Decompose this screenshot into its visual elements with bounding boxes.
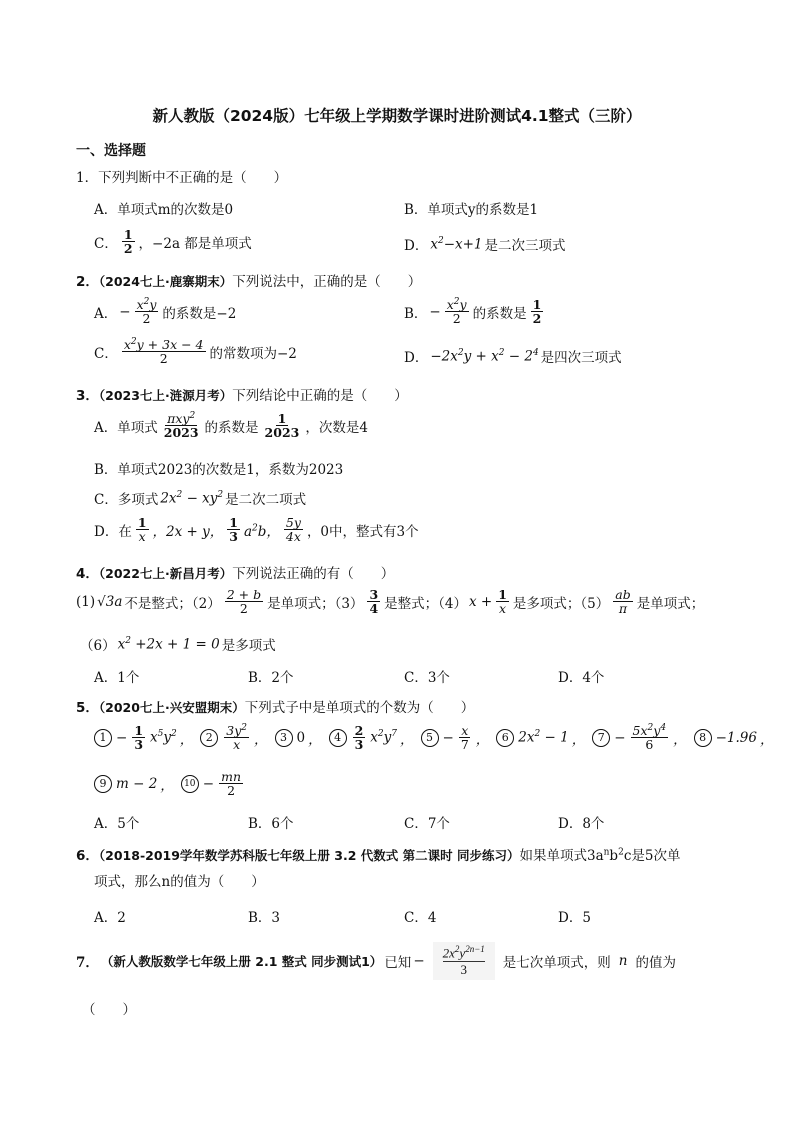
fraction: $\frac{x^2y}{2}$ — [446, 297, 467, 327]
q3-option-c[interactable] — [94, 488, 306, 508]
option-label: A． — [94, 305, 118, 322]
option-text: 的系数是 — [204, 419, 259, 436]
circled-number-7: 7 — [592, 729, 610, 747]
q6-option-c[interactable]: C．4 — [404, 910, 437, 926]
fraction: $\frac{1}{2023}$ — [264, 411, 300, 441]
fraction: $\frac{1}{x}$ — [137, 515, 147, 545]
q1-option-a[interactable]: A．单项式m的次数是0 — [94, 202, 234, 218]
option-text: 的系数是 — [472, 305, 527, 322]
question-7-answer-paren: （ ） — [82, 1002, 136, 1018]
q2-option-d[interactable] — [404, 346, 622, 366]
option-text: 的常数项为−2 — [209, 345, 297, 362]
fraction: $\frac{3y^2}{x}$ — [226, 723, 247, 753]
q3-option-a[interactable] — [94, 412, 368, 439]
circled-number-4: 4 — [329, 729, 347, 747]
option-label: D． — [404, 350, 429, 366]
option-text: ，−2a 都是单项式 — [138, 235, 252, 252]
math-expression: $2x^2 - xy^2$ — [160, 489, 224, 507]
question-2-stem: 2．（2024七上·鹿寨期末）下列说法中，正确的是（ ） — [76, 274, 422, 290]
option-text: 的系数是−2 — [162, 305, 237, 322]
option-text: 是四次三项式 — [540, 350, 622, 366]
math-expression: $x^2 +2x + 1 = 0$ — [117, 635, 220, 653]
statement-text: 是单项式；（3） — [267, 595, 364, 612]
q1-option-c[interactable] — [94, 228, 252, 255]
option-label: C． — [94, 345, 118, 362]
question-6-stem: 6．（2018-2019学年数学苏科版七年级上册 3.2 代数式 第二课时 同步练习）如果单项式$3a^nb^2c$是5次单 — [76, 847, 681, 864]
q6-option-a[interactable]: A．2 — [94, 910, 126, 926]
option-text: A．单项式 — [94, 419, 158, 436]
statement-text: 不是整式；（2） — [124, 595, 221, 612]
math-expression: $x^2-x+1$ — [430, 235, 483, 253]
q4-option-b[interactable]: B．2个 — [248, 670, 294, 686]
question-7-stem: 7． （新人教版数学七年级上册 2.1 整式 同步测试1） 已知 − $\frac{2x^2y^{2n-1}}{3}$ 是七次单项式，则 n 的值为 — [76, 942, 676, 980]
q6-option-b[interactable]: B．3 — [248, 910, 281, 926]
circled-number-6: 6 — [496, 729, 514, 747]
option-text: ，0中，整式有3个 — [306, 523, 419, 540]
option-text: ，次数是4 — [305, 419, 368, 436]
circled-number-2: 2 — [200, 729, 218, 747]
statement-text: （6） — [80, 638, 116, 654]
question-5-stem: 5．（2020七上·兴安盟期末）下列式子中是单项式的个数为（ ） — [76, 700, 475, 716]
fraction: $\frac{2}{3}$ — [354, 723, 364, 753]
fraction: $\frac{1}{x}$ — [498, 587, 507, 617]
q1-option-b[interactable]: B．单项式y的系数是1 — [404, 202, 539, 218]
fraction: $\frac{1}{3}$ — [229, 515, 238, 545]
q4-statements-line-1: (1) √3a 不是整式；（2） $\frac{2 + b}{2}$ 是单项式；（3） $\frac{3}{4}$ 是整式；（4） x + $\frac{1}{x}$ 是多项式；（5） $\frac{ab}{\pi}$ 是单项式； — [76, 587, 705, 617]
math-expression: $-2x^2y + x^2 - 2^4$ — [430, 347, 539, 365]
fraction: $\frac{x^2y + 3x - 4}{2}$ — [123, 337, 204, 367]
option-text: 是二次三项式 — [484, 238, 566, 254]
option-text: C．多项式 — [94, 492, 159, 508]
q5-expressions-line-2: 9 m − 2 ， 10 − $\frac{mn}{2}$ — [94, 770, 245, 797]
fraction: $\frac{1}{2}$ — [123, 227, 133, 257]
option-text: D．在 — [94, 523, 132, 540]
fraction: $\frac{x}{7}$ — [460, 723, 469, 753]
fraction: $\frac{1}{2}$ — [532, 297, 542, 327]
question-4-stem: 4．（2022七上·新昌月考）下列说法正确的有（ ） — [76, 566, 395, 582]
page-title: 新人教版（2024版）七年级上学期数学课时进阶测试4.1整式（三阶） — [152, 107, 642, 125]
fraction: $\frac{2 + b}{2}$ — [226, 587, 262, 617]
fraction: $\frac{5x^2y^4}{6}$ — [632, 723, 667, 753]
q4-option-a[interactable]: A．1个 — [94, 670, 140, 686]
q6-option-d[interactable]: D．5 — [558, 910, 591, 926]
option-label: D． — [404, 238, 429, 254]
q2-option-b[interactable]: B． − $\frac{x^2y}{2}$ 的系数是 $\frac{1}{2}$ — [404, 297, 542, 327]
fraction: $\frac{3}{4}$ — [369, 587, 379, 617]
q4-statements-line-2 — [80, 634, 276, 654]
circled-number-1: 1 — [94, 729, 112, 747]
statement-text: 是单项式； — [636, 595, 705, 612]
fraction: $\frac{\pi xy^2}{2023}$ — [163, 411, 199, 441]
question-1-stem: 1．下列判断中不正确的是（ ） — [76, 170, 288, 186]
section-heading: 一、选择题 — [76, 143, 146, 159]
circled-number-5: 5 — [421, 729, 439, 747]
q5-expressions-line-1: 1 − $\frac{1}{3}$ $x^5y^2$ ， 2 $\frac{3y^2}{x}$ ， 3 0 ， 4 $\frac{2}{3}$ $x^2y^7$ ， 5 − $\frac{x}{7}$ ， 6 $2x^2 - 1$ ， 7 − $\frac{5x^2y^4}{6}$ ， 8 −1.96 ， — [94, 724, 773, 751]
fraction: $\frac{x^2y}{2}$ — [136, 297, 157, 327]
option-label: B． — [404, 305, 428, 322]
q5-option-a[interactable]: A．5个 — [94, 816, 140, 832]
q5-option-d[interactable]: D．8个 — [558, 816, 605, 832]
circled-number-9: 9 — [94, 775, 112, 793]
q2-option-c[interactable] — [94, 338, 297, 365]
circled-number-10: 10 — [181, 775, 199, 793]
fraction: $\frac{ab}{\pi}$ — [615, 587, 631, 617]
q4-option-d[interactable]: D．4个 — [558, 670, 605, 686]
option-label: C． — [94, 235, 118, 252]
statement-text: 是多项式 — [221, 638, 276, 654]
option-text: 是二次二项式 — [225, 492, 307, 508]
statement-text: 是多项式；（5） — [512, 595, 610, 612]
q2-option-a[interactable]: A． − $\frac{x^2y}{2}$ 的系数是−2 — [94, 297, 237, 327]
circled-number-8: 8 — [694, 729, 712, 747]
fraction: $\frac{5y}{4x}$ — [285, 515, 301, 545]
q1-option-d[interactable] — [404, 234, 566, 254]
q5-option-b[interactable]: B．6个 — [248, 816, 294, 832]
question-6-stem-cont: 项式，那么n的值为（ ） — [94, 874, 265, 890]
q5-option-c[interactable]: C．7个 — [404, 816, 450, 832]
q3-option-d[interactable]: D．在 $\frac{1}{x}$ ，2x + y， $\frac{1}{3}$ $a^2b$， $\frac{5y}{4x}$ ，0中，整式有3个 — [94, 515, 419, 545]
question-3-stem: 3．（2023七上·涟源月考）下列结论中正确的是（ ） — [76, 388, 408, 404]
fraction: $\frac{mn}{2}$ — [221, 769, 242, 799]
q3-option-b[interactable]: B．单项式2023的次数是1，系数为2023 — [94, 462, 344, 478]
statement-text: 是整式；（4） — [384, 595, 467, 612]
fraction: $\frac{1}{3}$ — [134, 723, 144, 753]
circled-number-3: 3 — [275, 729, 293, 747]
q4-option-c[interactable]: C．3个 — [404, 670, 450, 686]
formula-image: $\frac{2x^2y^{2n-1}}{3}$ — [433, 942, 495, 980]
